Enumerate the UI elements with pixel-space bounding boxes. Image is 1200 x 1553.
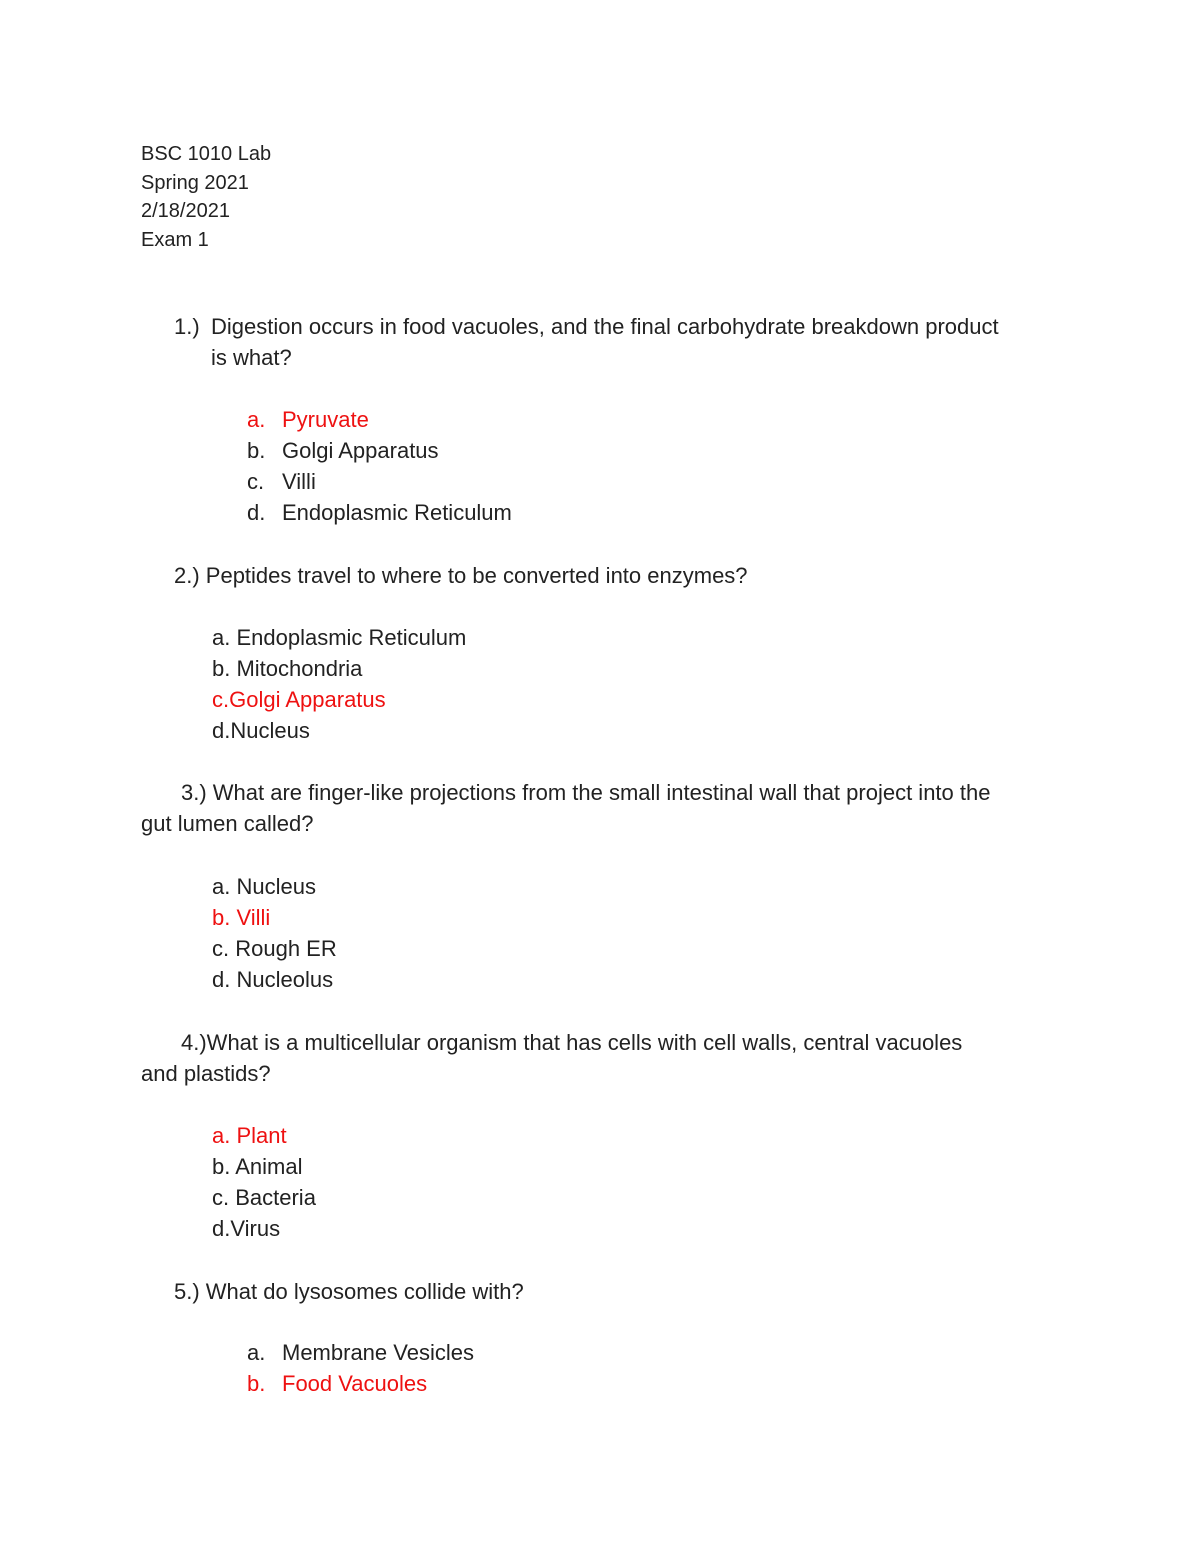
exam-date: 2/18/2021 [141, 200, 230, 222]
question-1-option-b [247, 437, 439, 465]
question-2-option-d: d.Nucleus [212, 718, 310, 743]
option-letter: c. [247, 469, 265, 494]
question-4-option-c: c. Bacteria [212, 1185, 316, 1210]
question-5-option-a [247, 1339, 474, 1367]
question-2-option-a: a. Endoplasmic Reticulum [212, 625, 467, 650]
option-text: Pyruvate [282, 407, 369, 432]
option-text: Villi [282, 469, 316, 494]
question-1-option-c [247, 468, 316, 496]
question-5-option-b [247, 1370, 427, 1398]
question-1-text-line2: is what? [211, 345, 292, 370]
question-2-option-c: c.Golgi Apparatus [212, 687, 386, 712]
question-3-option-a: a. Nucleus [212, 874, 316, 899]
option-text: Endoplasmic Reticulum [282, 500, 512, 525]
term: Spring 2021 [141, 172, 249, 194]
question-5-text: 5.) What do lysosomes collide with? [174, 1279, 524, 1304]
option-text: Golgi Apparatus [282, 438, 439, 463]
option-text: Membrane Vesicles [282, 1340, 474, 1365]
question-4-option-a: a. Plant [212, 1123, 287, 1148]
question-3-text-line1: 3.) What are finger-like projections from the small intestinal wall that project into the [181, 780, 991, 805]
question-1-number: 1.) [174, 314, 200, 339]
question-2-option-b: b. Mitochondria [212, 656, 363, 681]
question-3-option-c: c. Rough ER [212, 936, 337, 961]
question-3-option-d: d. Nucleolus [212, 967, 334, 992]
question-1-option-d [247, 499, 512, 527]
question-4-text-line1: 4.)What is a multicellular organism that has cells with cell walls, central vacuoles [181, 1030, 963, 1055]
course-title: BSC 1010 Lab [141, 143, 272, 165]
question-3-option-b: b. Villi [212, 905, 271, 930]
option-text: Food Vacuoles [282, 1371, 428, 1396]
question-3-text-line2: gut lumen called? [141, 811, 314, 836]
question-2-text: 2.) Peptides travel to where to be converted into enzymes? [174, 563, 748, 588]
option-letter: d. [247, 500, 266, 525]
option-letter: a. [247, 1340, 266, 1365]
question-4-option-d: d.Virus [212, 1216, 281, 1241]
question-4-option-b: b. Animal [212, 1154, 303, 1179]
question-1-text-line1: Digestion occurs in food vacuoles, and the final carbohydrate breakdown product [211, 314, 999, 339]
question-1-option-a [247, 406, 369, 434]
exam-title: Exam 1 [141, 229, 209, 251]
option-letter: a. [247, 407, 266, 432]
option-letter: b. [247, 1371, 266, 1396]
option-letter: b. [247, 438, 266, 463]
question-4-text-line2: and plastids? [141, 1061, 271, 1086]
